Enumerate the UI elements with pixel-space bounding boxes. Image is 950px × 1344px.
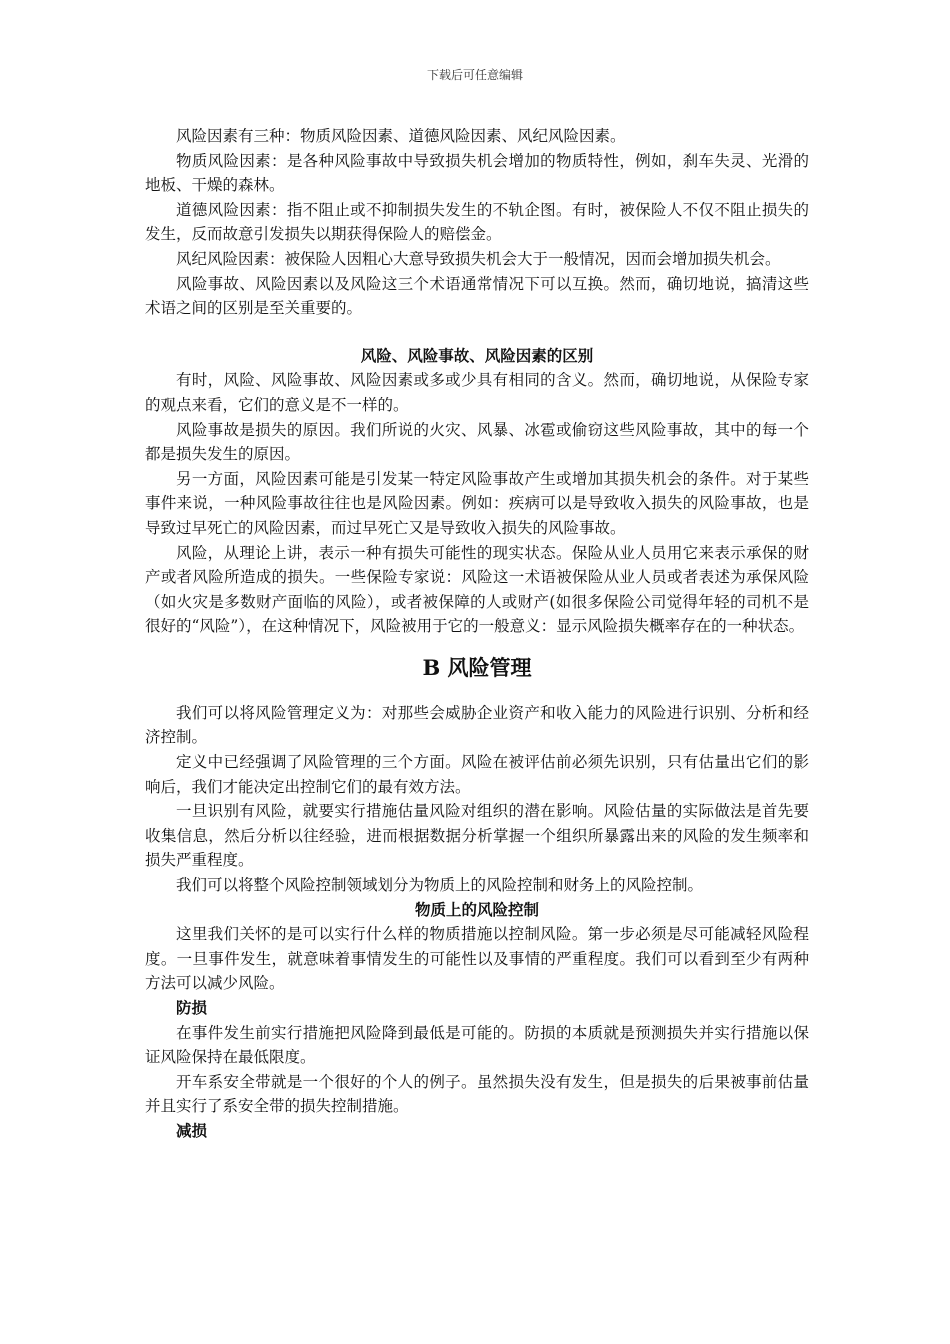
paragraph: 风纪风险因素：被保险人因粗心大意导致损失机会大于一般情况，因而会增加损失机会。 <box>176 249 781 268</box>
paragraph: 开车系安全带就是一个很好的个人的例子。虽然损失没有发生，但是损失的后果被事前估量并且实行了系安全带的损失控制措施。 <box>145 1072 809 1116</box>
subheading-physical-control: 物质上的风险控制 <box>414 900 539 919</box>
section-title-risk-management: B 风险管理 <box>422 654 532 680</box>
page-header: 下载后可任意编辑 <box>426 68 523 82</box>
paragraph: 我们可以将风险管理定义为：对那些会威胁企业资产和收入能力的风险进行识别、分析和经济控制。 <box>145 703 809 747</box>
paragraph: 定义中已经强调了风险管理的三个方面。风险在被评估前必须先识别，只有估量出它们的影响后，我们才能决定出控制它们的最有效方法。 <box>145 753 809 796</box>
document-body <box>145 124 809 1144</box>
paragraph: 在事件发生前实行措施把风险降到最低是可能的。防损的本质就是预测损失并实行措施以保证风险保持在最低限度。 <box>145 1023 809 1067</box>
paragraph: 道德风险因素：指不阻止或不抑制损失发生的不轨企图。有时，被保险人不仅不阻止损失的发生，反而故意引发损失以期获得保险人的赔偿金。 <box>145 200 809 244</box>
subheading-risk-differences: 风险、风险事故、风险因素的区别 <box>360 346 594 365</box>
paragraph: 这里我们关怀的是可以实行什么样的物质措施以控制风险。第一步必须是尽可能减轻风险程度。一旦事件发生，就意味着事情发生的可能性以及事情的严重程度。我们可以看到至少有两种方法可以减少风险。 <box>145 925 809 993</box>
paragraph: 另一方面，风险因素可能是引发某一特定风险事故产生或增加其损失机会的条件。对于某些事件来说，一种风险事故往往也是风险因素。例如：疾病可以是导致收入损失的风险事故，也是导致过早死亡的风险因素，而过早死亡又是导致收入损失的风险事故。 <box>145 469 809 537</box>
paragraph: 我们可以将整个风险控制领域划分为物质上的风险控制和财务上的风险控制。 <box>176 876 704 895</box>
paragraph: 风险事故是损失的原因。我们所说的火灾、风暴、冰雹或偷窃这些风险事故，其中的每一个都是损失发生的原因。 <box>145 420 809 464</box>
paragraph: 风险，从理论上讲，表示一种有损失可能性的现实状态。保险从业人员用它来表示承保的财产或者风险所造成的损失。一些保险专家说：风险这一术语被保险从业人员或者表述为承保风险（如火灾是多数财产面临的风险），或者被保障的人或财产(如很多保险公司觉得年轻的司机不是很好的“风险”），在这种情况下，风险被用于它的一般意义：显示风险损失概率存在的一种状态。 <box>145 543 809 636</box>
paragraph: 物质风险因素：是各种风险事故中导致损失机会增加的物质特性，例如，刹车失灵、光滑的地板、干燥的森林。 <box>145 151 809 195</box>
bold-heading-loss-prevention: 防损 <box>176 999 208 1017</box>
paragraph: 风险因素有三种：物质风险因素、道德风险因素、风纪风险因素。 <box>176 127 626 145</box>
bold-heading-loss-reduction: 减损 <box>176 1121 208 1140</box>
paragraph: 有时，风险、风险事故、风险因素或多或少具有相同的含义。然而，确切地说，从保险专家的观点来看，它们的意义是不一样的。 <box>145 371 809 414</box>
paragraph: 一旦识别有风险，就要实行措施估量风险对组织的潜在影响。风险估量的实际做法是首先要收集信息，然后分析以往经验，进而根据数据分析掌握一个组织所暴露出来的风险的发生频率和损失严重程度。 <box>145 802 809 870</box>
paragraph: 风险事故、风险因素以及风险这三个术语通常情况下可以互换。然而，确切地说，搞清这些术语之间的区别是至关重要的。 <box>145 274 809 318</box>
